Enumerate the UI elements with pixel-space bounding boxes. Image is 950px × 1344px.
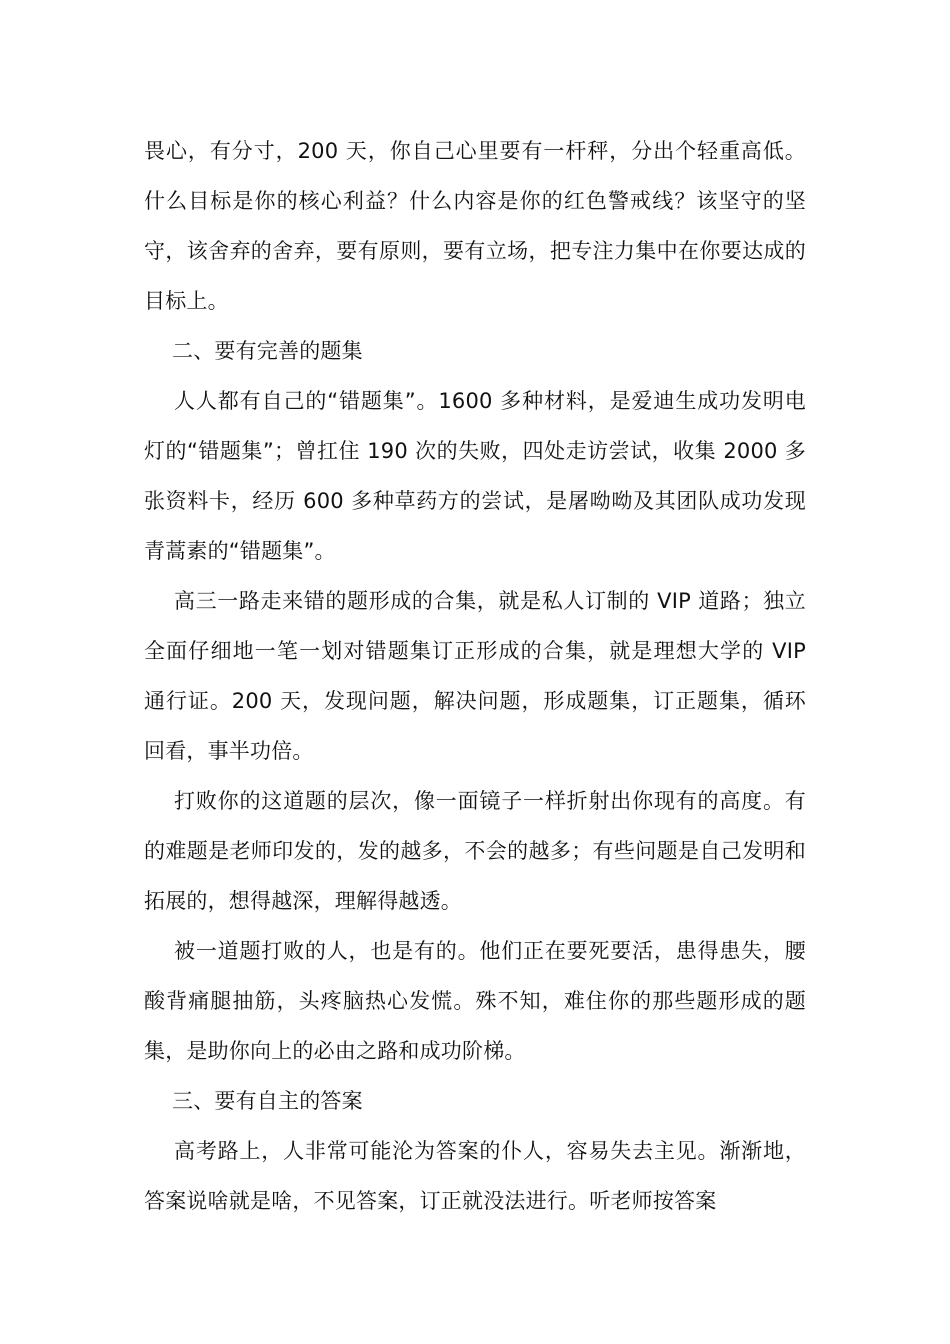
document-body — [144, 126, 806, 1226]
paragraph: 打败你的这道题的层次，像一面镜子一样折射出你现有的高度。有的难题是老师印发的，发的越多，不会的越多；有些问题是自己发明和拓展的，想得越深，理解得越透。 — [144, 789, 806, 913]
paragraph-continuation: 畏心，有分寸，200 天，你自己心里要有一杆秤，分出个轻重高低。什么目标是你的核心利益？什么内容是你的红色警戒线？该坚守的坚守，该舍弃的舍弃，要有原则，要有立场，把专注力集中在你要达成的目标上。 — [144, 139, 806, 313]
paragraph: 高考路上，人非常可能沦为答案的仆人，容易失去主见。渐渐地，答案说啥就是啥，不见答案，订正就没法进行。听老师按答案 — [144, 1139, 806, 1213]
section-heading-3: 三、要有自主的答案 — [172, 1089, 363, 1113]
paragraph: 高三一路走来错的题形成的合集，就是私人订制的 VIP 道路；独立全面仔细地一笔一划对错题集订正形成的合集，就是理想大学的 VIP 通行证。200 天，发现问题，解决问题，形成题集，订正题集，循环回看，事半功倍。 — [144, 589, 806, 763]
section-heading-2: 二、要有完善的题集 — [172, 339, 363, 363]
paragraph: 被一道题打败的人，也是有的。他们正在要死要活，患得患失，腰酸背痛腿抽筋，头疼脑热心发慌。殊不知，难住你的那些题形成的题集，是助你向上的必由之路和成功阶梯。 — [144, 939, 806, 1063]
paragraph: 人人都有自己的“错题集”。1600 多种材料，是爱迪生成功发明电灯的“错题集”；曾扛住 190 次的失败，四处走访尝试，收集 2000 多张资料卡，经历 600 多种草药方的尝试，是屠呦呦及其团队成功发现青蒿素的“错题集”。 — [144, 389, 806, 563]
